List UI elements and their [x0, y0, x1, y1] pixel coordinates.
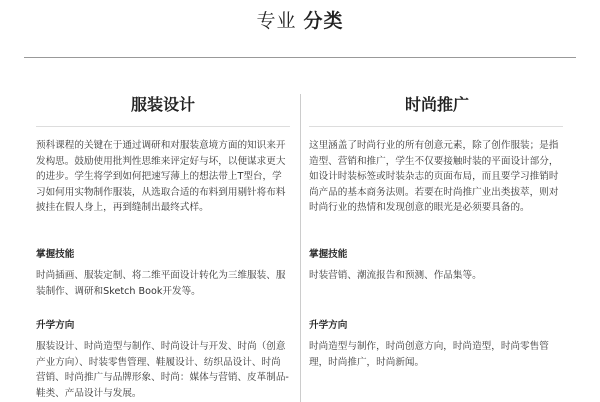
skills-label: 掌握技能 [36, 249, 75, 260]
skills-section [36, 248, 290, 299]
career-label: 升学方向 [36, 320, 75, 331]
page-title-light: 专业 [256, 10, 297, 32]
column-heading: 时尚推广 [404, 95, 469, 114]
heading-divider [36, 126, 290, 127]
skills-text: 时装营销、潮流报告和预测、作品集等。 [309, 270, 482, 281]
column-fashion-promotion [309, 92, 565, 368]
heading-divider [309, 126, 563, 127]
career-text: 时尚造型与制作，时尚创意方向，时尚造型，时尚零售管理，时尚推广，时尚新闻。 [309, 341, 549, 368]
career-section [309, 319, 565, 370]
page-title-bold: 分类 [303, 10, 344, 32]
career-section [36, 319, 290, 401]
skills-label: 掌握技能 [309, 249, 348, 260]
skills-section [309, 248, 565, 284]
skills-text: 时尚插画、服装定制、将二维平面设计转化为三维服装、服装制作、调研和Sketch Book开发等。 [36, 270, 286, 297]
column-intro: 预科课程的关键在于通过调研和对服装意境方面的知识来开发构思。鼓励使用批判性思维来评定好与坏，以便谋求更大的进步。学生将学到如何把速写薄上的想法带上T型台，学习如何用实物制作服装，从选取合适的布料到用剔针将布料披挂在假人身上，再到缝制出最终式样。 [36, 140, 286, 213]
column-heading: 服装设计 [130, 95, 195, 114]
title-divider [24, 57, 576, 58]
career-label: 升学方向 [309, 320, 348, 331]
page-title [0, 6, 600, 33]
column-divider [300, 94, 301, 402]
column-fashion-design [36, 92, 290, 399]
column-intro: 这里涵盖了时尚行业的所有创意元素，除了创作服装；是指造型、营销和推广，学生不仅要接触时装的平面设计部分，如设计时装标签或时装杂志的页面布局，而且要学习推销时尚产品的基本商务法则。若要在时尚推广业出类拔萃，则对时尚行业的热情和发现创意的眼光是必须要具备的。 [309, 140, 559, 213]
career-text: 服装设计、时尚造型与制作、时尚设计与开发、时尚（创意产业方向）、时装零售管理、鞋履设计、纺织品设计、时尚营销、时尚推广与品牌形象、时尚：媒体与营销、皮革制品-鞋类、产品设计与发展。 [36, 341, 289, 399]
